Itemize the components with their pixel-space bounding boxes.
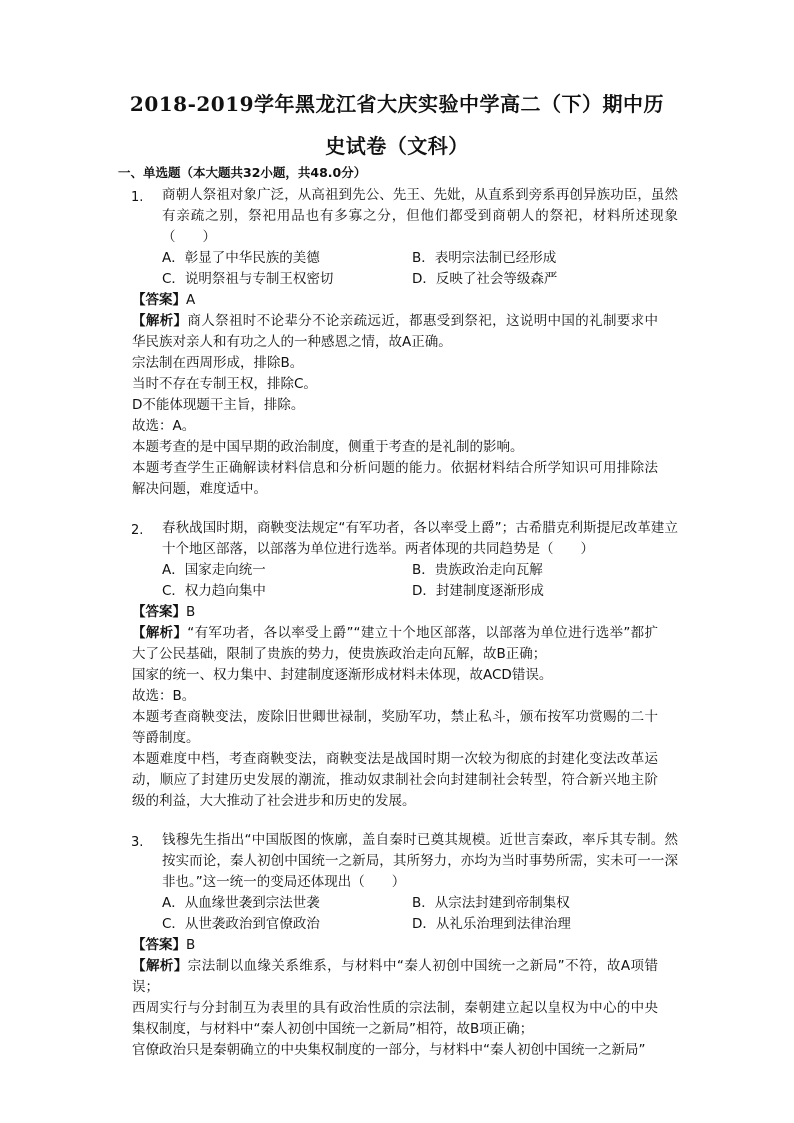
answer-tag: 【答案】 — [132, 937, 186, 953]
analysis-text: 宗法制以血缘关系维系，与材料中“秦人初创中国统一之新局”不符，故A项错误； — [132, 958, 658, 995]
option-a: A．从血缘世袭到宗法世袭 — [162, 895, 320, 911]
analysis-tag: 【解析】 — [132, 313, 188, 329]
analysis-tag: 【解析】 — [132, 958, 188, 974]
analysis-paragraph: 故选：B。 — [132, 688, 196, 704]
analysis-paragraph — [132, 623, 658, 665]
analysis-paragraph: 西周实行与分封制互为表里的具有政治性质的宗法制，秦朝建立起以皇权为中心的中央集权制度，与材料中“秦人初创中国统一之新局”相符，故B项正确； — [132, 1000, 658, 1037]
question-number: 1. — [131, 190, 144, 205]
question-stem: 商朝人祭祖对象广泛，从高祖到先公、先王、先妣，从直系到旁系再创异族功臣，虽然有亲疏之别，祭祀用品也有多寡之分，但他们都受到商朝人的祭祀，材料所述现象（ ） — [162, 187, 678, 245]
analysis-paragraph — [132, 956, 658, 998]
exam-title-line2: 史试卷（文科） — [325, 134, 469, 158]
analysis-paragraph: 当时不存在专制王权，排除C。 — [132, 376, 317, 392]
answer-value: B — [186, 604, 196, 620]
section-heading: 一、单选题（本大题共32小题，共48.0分） — [118, 165, 367, 180]
answer-line — [132, 935, 658, 956]
exam-title-line1: 2018-2019学年黑龙江省大庆实验中学高二（下）期中历 — [129, 92, 665, 116]
analysis-paragraph: 本题难度中档，考查商鞅变法，商鞅变法是战国时期一次较为彻底的封建化变法改革运动，顺应了封建历史发展的潮流，推动奴隶制社会向封建制社会转型，符合新兴地主阶级的利益，大大推动了社会进步和历史的发展。 — [132, 751, 658, 809]
analysis-paragraph: 本题考查商鞅变法，废除旧世卿世禄制，奖励军功，禁止私斗，颁布按军功赏赐的二十等爵制度。 — [132, 709, 658, 746]
question-stem: 春秋战国时期，商鞅变法规定“有军功者，各以率受上爵”；古希腊克利斯提尼改革建立十个地区部落，以部落为单位进行选举。两者体现的共同趋势是（ ） — [162, 520, 678, 557]
option-c: C．从世袭政治到官僚政治 — [162, 916, 320, 932]
question-number: 2. — [131, 523, 144, 538]
option-d: D．封建制度逐渐形成 — [412, 583, 544, 599]
analysis-paragraph: 官僚政治只是秦朝确立的中央集权制度的一部分，与材料中“秦人初创中国统一之新局” — [132, 1042, 646, 1058]
answer-value: A — [186, 292, 196, 308]
analysis-paragraph: 宗法制在西周形成，排除B。 — [132, 355, 304, 371]
question-stem: 钱穆先生指出“中国版图的恢廓，盖自秦时已奠其规模。近世言秦政，率斥其专制。然按实而论，秦人初创中国统一之新局，其所努力，亦均为当时事势所需，实未可一一深非也。”这一统一的变局还体现出（ ） — [162, 832, 678, 890]
analysis-paragraph: 本题考查的是中国早期的政治制度，侧重于考查的是礼制的影响。 — [132, 439, 524, 455]
option-d: D．反映了社会等级森严 — [412, 271, 558, 287]
analysis-paragraph: 故选：A。 — [132, 418, 196, 434]
answer-value: B — [186, 937, 196, 953]
analysis-paragraph: 本题考查学生正确解读材料信息和分析问题的能力。依据材料结合所学知识可用排除法解决问题，难度适中。 — [132, 460, 658, 497]
analysis-paragraph: 国家的统一、权力集中、封建制度逐渐形成材料未体现，故ACD错误。 — [132, 667, 553, 683]
analysis-text: 商人祭祖时不论辈分不论亲疏远近，都惠受到祭祀，这说明中国的礼制要求中华民族对亲人和有功之人的一种感恩之情，故A正确。 — [132, 313, 658, 350]
option-a: A．国家走向统一 — [162, 562, 266, 578]
analysis-paragraph: D不能体现题干主旨，排除。 — [132, 397, 305, 413]
answer-line — [132, 290, 658, 311]
answer-line — [132, 602, 658, 623]
analysis-tag: 【解析】 — [132, 625, 188, 641]
analysis-paragraph — [132, 311, 658, 353]
option-a: A．彰显了中华民族的美德 — [162, 250, 320, 266]
option-b: B．表明宗法制已经形成 — [412, 250, 557, 266]
option-c: C．说明祭祖与专制王权密切 — [162, 271, 334, 287]
option-b: B．贵族政治走向瓦解 — [412, 562, 543, 578]
option-b: B．从宗法封建到帝制集权 — [412, 895, 570, 911]
analysis-text: “有军功者，各以率受上爵”“建立十个地区部落，以部落为单位进行选举”都扩大了公民基础，限制了贵族的势力，使贵族政治走向瓦解，故B正确； — [132, 625, 658, 662]
question-number: 3. — [131, 835, 144, 850]
option-d: D．从礼乐治理到法律治理 — [412, 916, 571, 932]
answer-tag: 【答案】 — [132, 604, 186, 620]
answer-tag: 【答案】 — [132, 292, 186, 308]
option-c: C．权力趋向集中 — [162, 583, 266, 599]
